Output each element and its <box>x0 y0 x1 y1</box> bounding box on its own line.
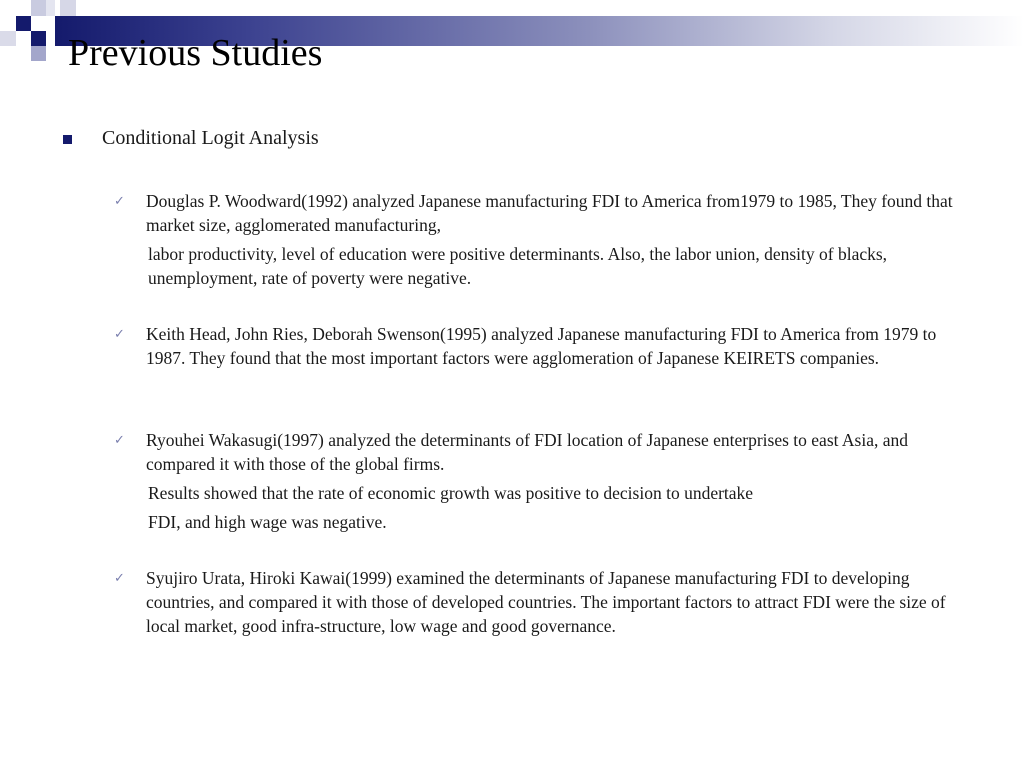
decor-square <box>31 16 55 31</box>
check-mark-icon: ✓ <box>114 570 125 585</box>
list-item <box>146 322 961 370</box>
square-bullet-icon <box>63 135 72 144</box>
section-heading: Conditional Logit Analysis <box>102 127 319 149</box>
item-text: Douglas P. Woodward(1992) analyzed Japanese manufacturing FDI to America from1979 to 1985, They found that market size, agglomerated manufacturing, <box>146 191 953 235</box>
item-text: labor productivity, level of education were positive determinants. Also, the labor union, density of blacks, unemployment, rate of poverty were negative. <box>148 244 888 288</box>
item-text: FDI, and high wage was negative. <box>148 512 387 532</box>
decor-square <box>0 31 16 46</box>
decor-square <box>31 46 46 61</box>
item-text: Syujiro Urata, Hiroki Kawai(1999) examined the determinants of Japanese manufacturing FDI to developing countries, and compared it with those of developed countries. The important factors to attract FDI were the size of local market, good infra-structure, low wage and good governance. <box>146 568 946 636</box>
item-text: Keith Head, John Ries, Deborah Swenson(1995) analyzed Japanese manufacturing FDI to America from 1979 to 1987. They found that the most important factors were agglomeration of Japanese KEIRETS companies. <box>146 324 937 368</box>
check-mark-icon: ✓ <box>114 326 125 341</box>
item-text: Results showed that the rate of economic growth was positive to decision to undertake <box>148 483 754 503</box>
decor-square <box>46 0 55 16</box>
item-text: Ryouhei Wakasugi(1997) analyzed the determinants of FDI location of Japanese enterprises to east Asia, and compared it with those of the global firms. <box>146 430 909 474</box>
decor-square <box>16 16 31 31</box>
slide-title: Previous Studies <box>68 32 323 74</box>
list-item <box>146 189 961 290</box>
list-item <box>146 428 961 534</box>
decor-square <box>31 31 46 46</box>
decor-square <box>60 0 76 16</box>
decor-square <box>31 0 46 16</box>
check-mark-icon: ✓ <box>114 432 125 447</box>
list-item <box>146 566 961 638</box>
check-mark-icon: ✓ <box>114 193 125 208</box>
